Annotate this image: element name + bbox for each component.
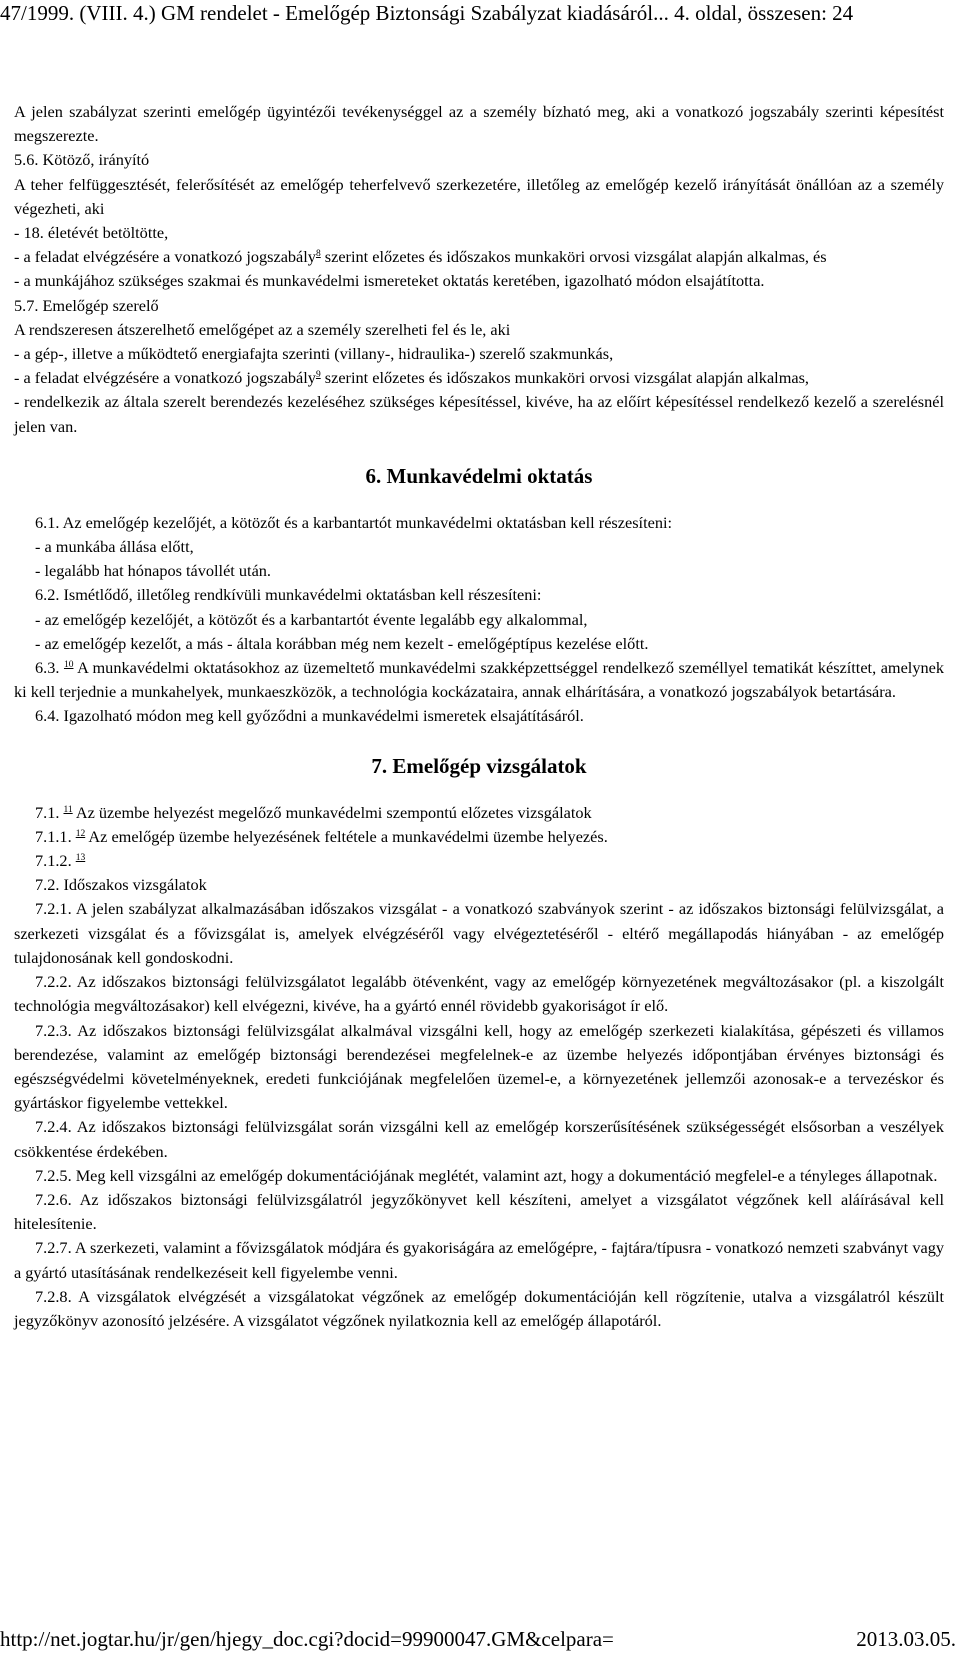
- footnote-link-11[interactable]: 11: [63, 804, 73, 815]
- section-6-3: [14, 656, 944, 704]
- section-5-6-item-c: - a munkájához szükséges szakmai és munkavédelmi ismereteket oktatás keretében, igazolható módon elsajátította.: [14, 271, 765, 291]
- document-body: [14, 100, 944, 1333]
- section-5-6-item-a: - 18. életévét betöltötte,: [14, 223, 169, 243]
- section-5-7-item-c: - rendelkezik az általa szerelt berendezés kezeléséhez szükséges képesítéssel, kivéve, ha az előírt képesítéssel rendelkező kezelő a szerelésnél jelen van.: [14, 392, 944, 436]
- section-6-1-item-a: - a munkába állása előtt,: [35, 537, 194, 557]
- section-7-2-2: 7.2.2. Az időszakos biztonsági felülvizsgálatot legalább ötévenként, vagy az emelőgép környezetének megváltozásakor (pl. a kiszolgált technológia megváltozásakor) kell elvégezni, kivéve, ha a gyártó ennél rövidebb gyakoriságot ír elő.: [14, 972, 944, 1016]
- footer-url-link[interactable]: http://net.jogtar.hu/jr/gen/hjegy_doc.cgi?docid=99900047.GM&celpara=: [0, 1627, 614, 1651]
- text-segment: 6.3.: [35, 658, 60, 678]
- section-7-1-2: [14, 849, 944, 873]
- section-6-1-item-b: - legalább hat hónapos távollét után.: [35, 561, 272, 581]
- section-7-1: [14, 801, 944, 825]
- section-6-2-item-a: - az emelőgép kezelőjét, a kötözőt és a karbantartót évente legalább egy alkalommal,: [35, 609, 588, 629]
- page-header: 47/1999. (VIII. 4.) GM rendelet - Emelőgép Biztonsági Szabályzat kiadásáról... 4. oldal, összesen: 24: [0, 1, 854, 25]
- section-7-2-5: 7.2.5. Meg kell vizsgálni az emelőgép dokumentációjának meglétét, valamint azt, hogy a dokumentáció megfelel-e a tényleges állapotnak.: [35, 1165, 938, 1185]
- section-5-6-title: 5.6. Kötöző, irányító: [14, 150, 150, 170]
- footer-date: 2013.03.05.: [856, 1627, 956, 1651]
- section-6-2-item-b: - az emelőgép kezelőt, a más - általa korábban még nem kezelt - emelőgéptípus kezelése előtt.: [35, 633, 649, 653]
- text-segment: - a feladat elvégzésére a vonatkozó jogszabály: [14, 368, 316, 388]
- section-5-7-body: A rendszeresen átszerelhető emelőgépet az a személy szerelheti fel és le, aki: [14, 319, 511, 339]
- section-7-2-3: 7.2.3. Az időszakos biztonsági felülvizsgálat alkalmával vizsgálni kell, hogy az emelőgép szerkezeti kialakítása, gépészeti és villamos berendezése, valamint az emelőgép biztonsági berendezései megfelelnek-e az üzembe helyezés időpontjában érvényes biztonsági és egészségvédelmi követelményeknek, eredeti funkciójának megfelelően üzemel-e, a környezetének jellemzői azonosak-e a tervezéskor és gyártáskor figyelembe vettekkel.: [14, 1020, 944, 1113]
- page-footer: [0, 1626, 960, 1652]
- heading-section-7: 7. Emelőgép vizsgálatok: [371, 753, 587, 778]
- text-segment: 7.1.1.: [35, 826, 72, 846]
- footnote-link-12[interactable]: 12: [75, 828, 86, 839]
- section-5-7-item-a: - a gép-, illetve a működtető energiafajta szerinti (villany-, hidraulika-) szerelő szakmunkás,: [14, 344, 614, 364]
- footnote-link-9[interactable]: 9: [315, 370, 321, 381]
- section-6-2: 6.2. Ismétlődő, illetőleg rendkívüli munkavédelmi oktatásban kell részesíteni:: [35, 585, 542, 605]
- section-7-2-8: 7.2.8. A vizsgálatok elvégzését a vizsgálatokat végzőnek az emelőgép dokumentációján kell rögzítenie, utalva a vizsgálatról készült jegyzőkönyv azonosító jelzésére. A vizsgálatot végzőnek nyilatkoznia kell az emelőgép állapotáról.: [14, 1286, 944, 1330]
- section-7-2-7: 7.2.7. A szerkezeti, valamint a fővizsgálatok módjára és gyakoriságára az emelőgépre, - fajtára/típusra - vonatkozó nemzeti szabványt vagy a gyártó utasításának rendelkezéseit kell figyelembe venni.: [14, 1238, 944, 1282]
- section-7-2: 7.2. Időszakos vizsgálatok: [35, 875, 207, 895]
- section-7-2-1: 7.2.1. A jelen szabályzat alkalmazásában időszakos vizsgálat - a vonatkozó szabványok szerint - az időszakos biztonsági felülvizsgálat, a szerkezeti vizsgálat és a fővizsgálat is, amelyek elvégzéséről vagy elvégeztetéséről - eltérő megállapodás hiányában - az emelőgép tulajdonosának kell gondoskodni.: [14, 899, 944, 967]
- text-segment: - a feladat elvégzésére a vonatkozó jogszabály: [14, 247, 316, 267]
- section-5-6-item-b: [14, 245, 944, 269]
- text-segment: Az üzembe helyezést megelőző munkavédelmi szempontú előzetes vizsgálatok: [72, 802, 592, 822]
- text-segment: szerint előzetes és időszakos munkaköri orvosi vizsgálat alapján alkalmas, és: [320, 247, 827, 267]
- footnote-link-8[interactable]: 8: [315, 249, 321, 260]
- text-segment: Az emelőgép üzembe helyezésének feltétele a munkavédelmi üzembe helyezés.: [85, 826, 608, 846]
- text-segment: A munkavédelmi oktatásokhoz az üzemeltető munkavédelmi szakképzettséggel rendelkező személlyel tematikát készíttet, amelynek ki kell terjednie a munkahelyek, munkaeszközök, a technológia kockázataira, annak elhárítására, a vonatkozó jogszabályok betartására.: [14, 658, 944, 702]
- text-segment: 7.1.: [35, 802, 60, 822]
- section-5-7-title: 5.7. Emelőgép szerelő: [14, 295, 159, 315]
- text-segment: szerint előzetes és időszakos munkaköri orvosi vizsgálat alapján alkalmas,: [320, 368, 809, 388]
- section-5-7-item-b: [14, 366, 944, 390]
- footnote-link-13[interactable]: 13: [75, 853, 86, 864]
- section-5-6-body: A teher felfüggesztését, felerősítését az emelőgép teherfelvevő szerkezetére, illetőleg az emelőgép kezelő irányítását önállóan az a személy végezheti, aki: [14, 174, 944, 218]
- text-segment: 7.1.2.: [35, 851, 72, 871]
- section-7-1-1: [14, 825, 944, 849]
- heading-section-6: 6. Munkavédelmi oktatás: [365, 463, 593, 488]
- paragraph-intro: A jelen szabályzat szerinti emelőgép ügyintézői tevékenységgel az a személy bízható meg, aki a vonatkozó jogszabály szerinti képesítést megszerezte.: [14, 102, 944, 146]
- section-6-1: 6.1. Az emelőgép kezelőjét, a kötözőt és a karbantartót munkavédelmi oktatásban kell részesíteni:: [35, 512, 673, 532]
- section-7-2-4: 7.2.4. Az időszakos biztonsági felülvizsgálat során vizsgálni kell az emelőgép korszerűsítésének szükségességét elsősorban a veszélyek csökkentése érdekében.: [14, 1117, 944, 1161]
- section-6-4: 6.4. Igazolható módon meg kell győződni a munkavédelmi ismeretek elsajátításáról.: [35, 706, 584, 726]
- section-7-2-6: 7.2.6. Az időszakos biztonsági felülvizsgálatról jegyzőkönyvet kell készíteni, amelyet a vizsgálatot végzőnek kell aláírásával kell hitelesítenie.: [14, 1189, 944, 1234]
- footnote-link-10[interactable]: 10: [63, 660, 74, 671]
